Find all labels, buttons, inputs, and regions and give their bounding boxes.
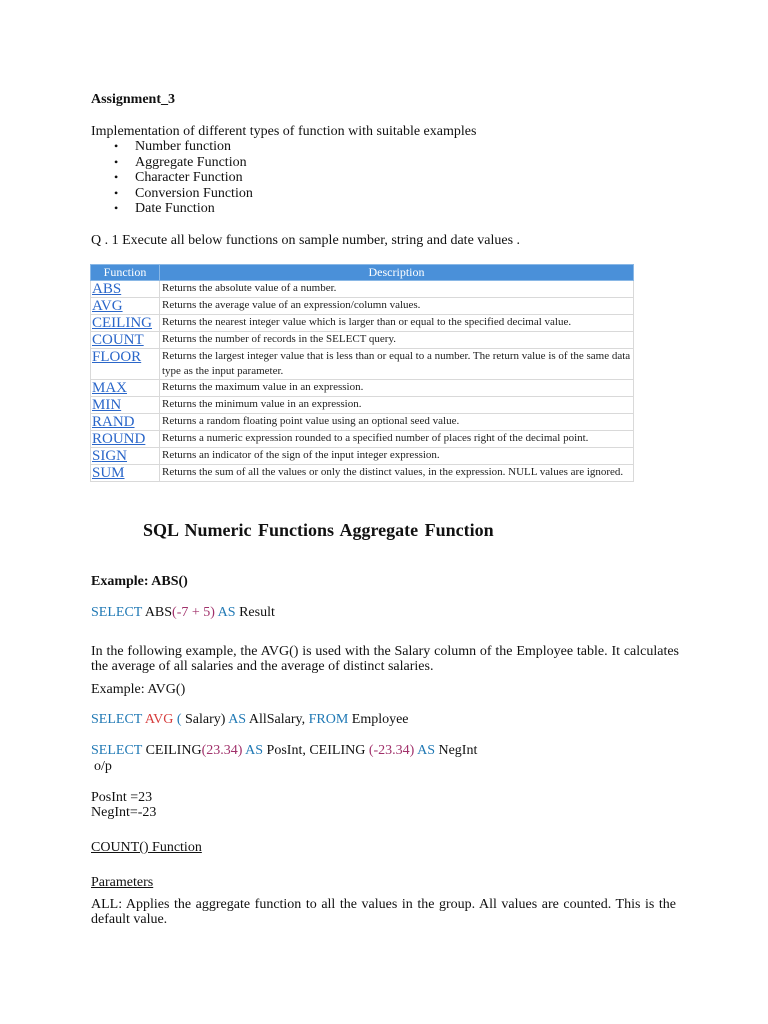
table-row — [91, 349, 634, 380]
sql-function: ABS — [144, 605, 173, 620]
abs-query — [91, 605, 275, 621]
output-negint: NegInt=-23 — [91, 805, 157, 820]
function-type-item: • Aggregate Function — [114, 155, 253, 171]
intro-text: Implementation of different types of function with suitable examples — [91, 124, 477, 139]
sql-args: (-7 + 5) — [172, 605, 215, 620]
table-row — [91, 465, 634, 482]
function-type-item: • Conversion Function — [114, 186, 253, 202]
sql-args: Salary) — [181, 712, 226, 727]
function-types-list — [114, 139, 253, 217]
function-description: Returns the number of records in the SELECT query. — [160, 332, 634, 349]
function-name-link[interactable]: ABS — [91, 281, 160, 298]
avg-query — [91, 712, 409, 728]
example-abs-heading: Example: ABS() — [91, 574, 188, 589]
sql-alias: Result — [239, 605, 275, 620]
page-title: Assignment_3 — [91, 92, 176, 107]
function-name-link[interactable]: CEILING — [91, 315, 160, 332]
table-row — [91, 431, 634, 448]
function-name-link[interactable]: ROUND — [91, 431, 160, 448]
function-name-link[interactable]: MAX — [91, 380, 160, 397]
function-name-link[interactable]: AVG — [91, 298, 160, 315]
header-description: Description — [160, 265, 634, 281]
function-name-link[interactable]: FLOOR — [91, 349, 160, 380]
function-description: Returns the absolute value of a number. — [160, 281, 634, 298]
ceiling-query — [91, 743, 477, 759]
sql-keyword: AS — [228, 712, 247, 727]
table-row — [91, 397, 634, 414]
table-row — [91, 315, 634, 332]
sql-keyword: SELECT — [91, 712, 143, 727]
sql-keyword: AS — [245, 743, 264, 758]
function-description: Returns a random floating point value using an optional seed value. — [160, 414, 634, 431]
functions-table — [90, 264, 634, 482]
sql-table: Employee — [351, 712, 409, 727]
table-row — [91, 448, 634, 465]
question-text: Q . 1 Execute all below functions on sample number, string and date values . — [91, 233, 521, 248]
function-description: Returns the largest integer value that is less than or equal to a number. The return value is of the same data type as the input parameter. — [160, 349, 634, 380]
avg-paragraph: In the following example, the AVG() is used with the Salary column of the Employee table. It calculates the average of all salaries and the average of distinct salaries. — [91, 644, 679, 674]
table-row — [91, 298, 634, 315]
sql-keyword: FROM — [308, 712, 349, 727]
count-heading: COUNT() Function — [91, 840, 202, 855]
table-row — [91, 332, 634, 349]
example-avg-label: Example: AVG() — [91, 682, 186, 697]
sql-args: (23.34) — [201, 743, 243, 758]
function-description: Returns a numeric expression rounded to a specified number of places right of the decimal point. — [160, 431, 634, 448]
function-name-link[interactable]: MIN — [91, 397, 160, 414]
function-description: Returns the minimum value in an expression. — [160, 397, 634, 414]
table-row — [91, 414, 634, 431]
function-description: Returns an indicator of the sign of the input integer expression. — [160, 448, 634, 465]
table-header-row — [91, 265, 634, 281]
count-all-paragraph: ALL: Applies the aggregate function to all the values in the group. All values are counted. This is the default value. — [91, 897, 676, 927]
sql-function: CEILING — [145, 743, 202, 758]
function-name-link[interactable]: SIGN — [91, 448, 160, 465]
output-posint: PosInt =23 — [91, 790, 153, 805]
function-name-link[interactable]: SUM — [91, 465, 160, 482]
table-row — [91, 281, 634, 298]
sql-alias: PosInt, — [266, 743, 306, 758]
function-description: Returns the maximum value in an expression. — [160, 380, 634, 397]
table-row — [91, 380, 634, 397]
sql-paren: ( — [173, 712, 182, 727]
sql-keyword: AS — [417, 743, 435, 758]
function-description: Returns the nearest integer value which is larger than or equal to the specified decimal value. — [160, 315, 634, 332]
function-name-link[interactable]: COUNT — [91, 332, 160, 349]
function-type-item: • Number function — [114, 139, 253, 155]
table-caption: SQL Numeric Functions Aggregate Function — [143, 520, 494, 540]
sql-function: CEILING — [309, 743, 366, 758]
output-label: o/p — [94, 759, 112, 774]
sql-args: (-23.34) — [368, 743, 415, 758]
function-name-link[interactable]: RAND — [91, 414, 160, 431]
sql-keyword: SELECT — [91, 605, 143, 620]
sql-function: AVG — [144, 712, 174, 727]
function-type-item: • Date Function — [114, 201, 253, 217]
sql-alias: NegInt — [438, 743, 478, 758]
function-description: Returns the average value of an expression/column values. — [160, 298, 634, 315]
header-function: Function — [91, 265, 160, 281]
sql-alias: AllSalary, — [248, 712, 306, 727]
sql-keyword: SELECT — [91, 743, 143, 758]
parameters-heading: Parameters — [91, 875, 154, 890]
function-type-item: • Character Function — [114, 170, 253, 186]
sql-keyword: AS — [217, 605, 236, 620]
function-description: Returns the sum of all the values or only the distinct values, in the expression. NULL values are ignored. — [160, 465, 634, 482]
